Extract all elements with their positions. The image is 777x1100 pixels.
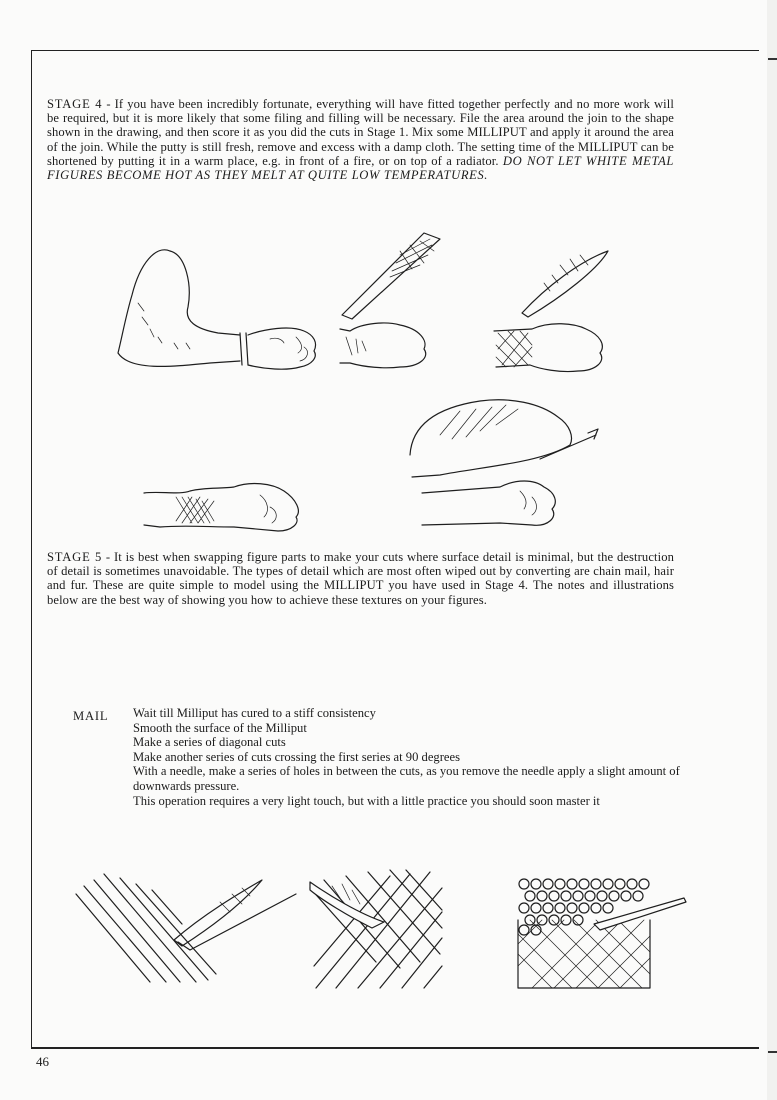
mail-step: Make a series of diagonal cuts — [133, 735, 286, 750]
diagonal-cuts-illustration — [76, 874, 296, 982]
mail-steps — [133, 706, 711, 808]
stage5-label: STAGE 5 — [47, 550, 103, 564]
stage4-text: - If you have been incredibly fortunate, everything will have fitted together perfectly and no more work will be required, but it is more likely that some filing and filling will be necessary. File the area around the join to the shape shown in the drawing, and then score it as you did the cuts in Stage 1. Mix some MILLIPUT and apply it around the area of the join. While the putty is still fresh, remove and excess with a damp cloth. The setting time of the MILLIPUT can be shortened by putting it in a warm place, e.g. in front of a fire, or on top of a radiator. — [47, 97, 674, 168]
mail-rings — [519, 879, 649, 935]
mail-step: This operation requires a very light touch, but with a little practice you should soon master it — [133, 793, 600, 808]
filled-wrist-illustration — [144, 484, 298, 531]
needle-holes-illustration — [518, 879, 686, 988]
stage5-paragraph — [47, 550, 674, 607]
mail-step: With a needle, make a series of holes in between the cuts, as you remove the needle apply a slight amount of downwards pressure. — [133, 764, 680, 793]
knife-illustration — [494, 251, 608, 372]
mail-step: Wait till Milliput has cured to a stiff consistency — [133, 706, 376, 720]
mail-label: MAIL — [73, 709, 109, 723]
file-illustration — [340, 233, 440, 368]
crossed-cuts-illustration — [310, 870, 442, 988]
stage4-paragraph — [47, 97, 674, 182]
mail-step: Make another series of cuts crossing the first series at 90 degrees — [133, 749, 460, 764]
stage4-warning: DO NOT LET WHITE METAL FIGURES BECOME HOT AS THEY MELT AT QUITE LOW TEMPERATURES. — [47, 153, 675, 183]
stage5-text: - It is best when swapping figure parts to make your cuts where surface detail is minimal, but the destruction of detail is sometimes unavoidable. The types of detail which are most often wiped out by converting are chain mail, hair and fur. These are quite simple to model using the MILLIPUT you have used in Stage 4. The notes and illustrations below are the best way of showing you how to achieve these textures on your figures. — [47, 550, 674, 607]
edge-mark — [768, 1051, 777, 1053]
page-right-edge — [767, 0, 777, 1100]
edge-mark — [768, 58, 777, 60]
mail-illustrations — [70, 858, 690, 998]
mail-step: Smooth the surface of the Milliput — [133, 720, 307, 735]
arm-illustration — [118, 250, 316, 369]
putty-arm-illustration — [410, 400, 598, 525]
stage4-label: STAGE 4 — [47, 97, 103, 111]
page-number: 46 — [36, 1054, 49, 1069]
stage4-illustrations — [100, 225, 640, 535]
